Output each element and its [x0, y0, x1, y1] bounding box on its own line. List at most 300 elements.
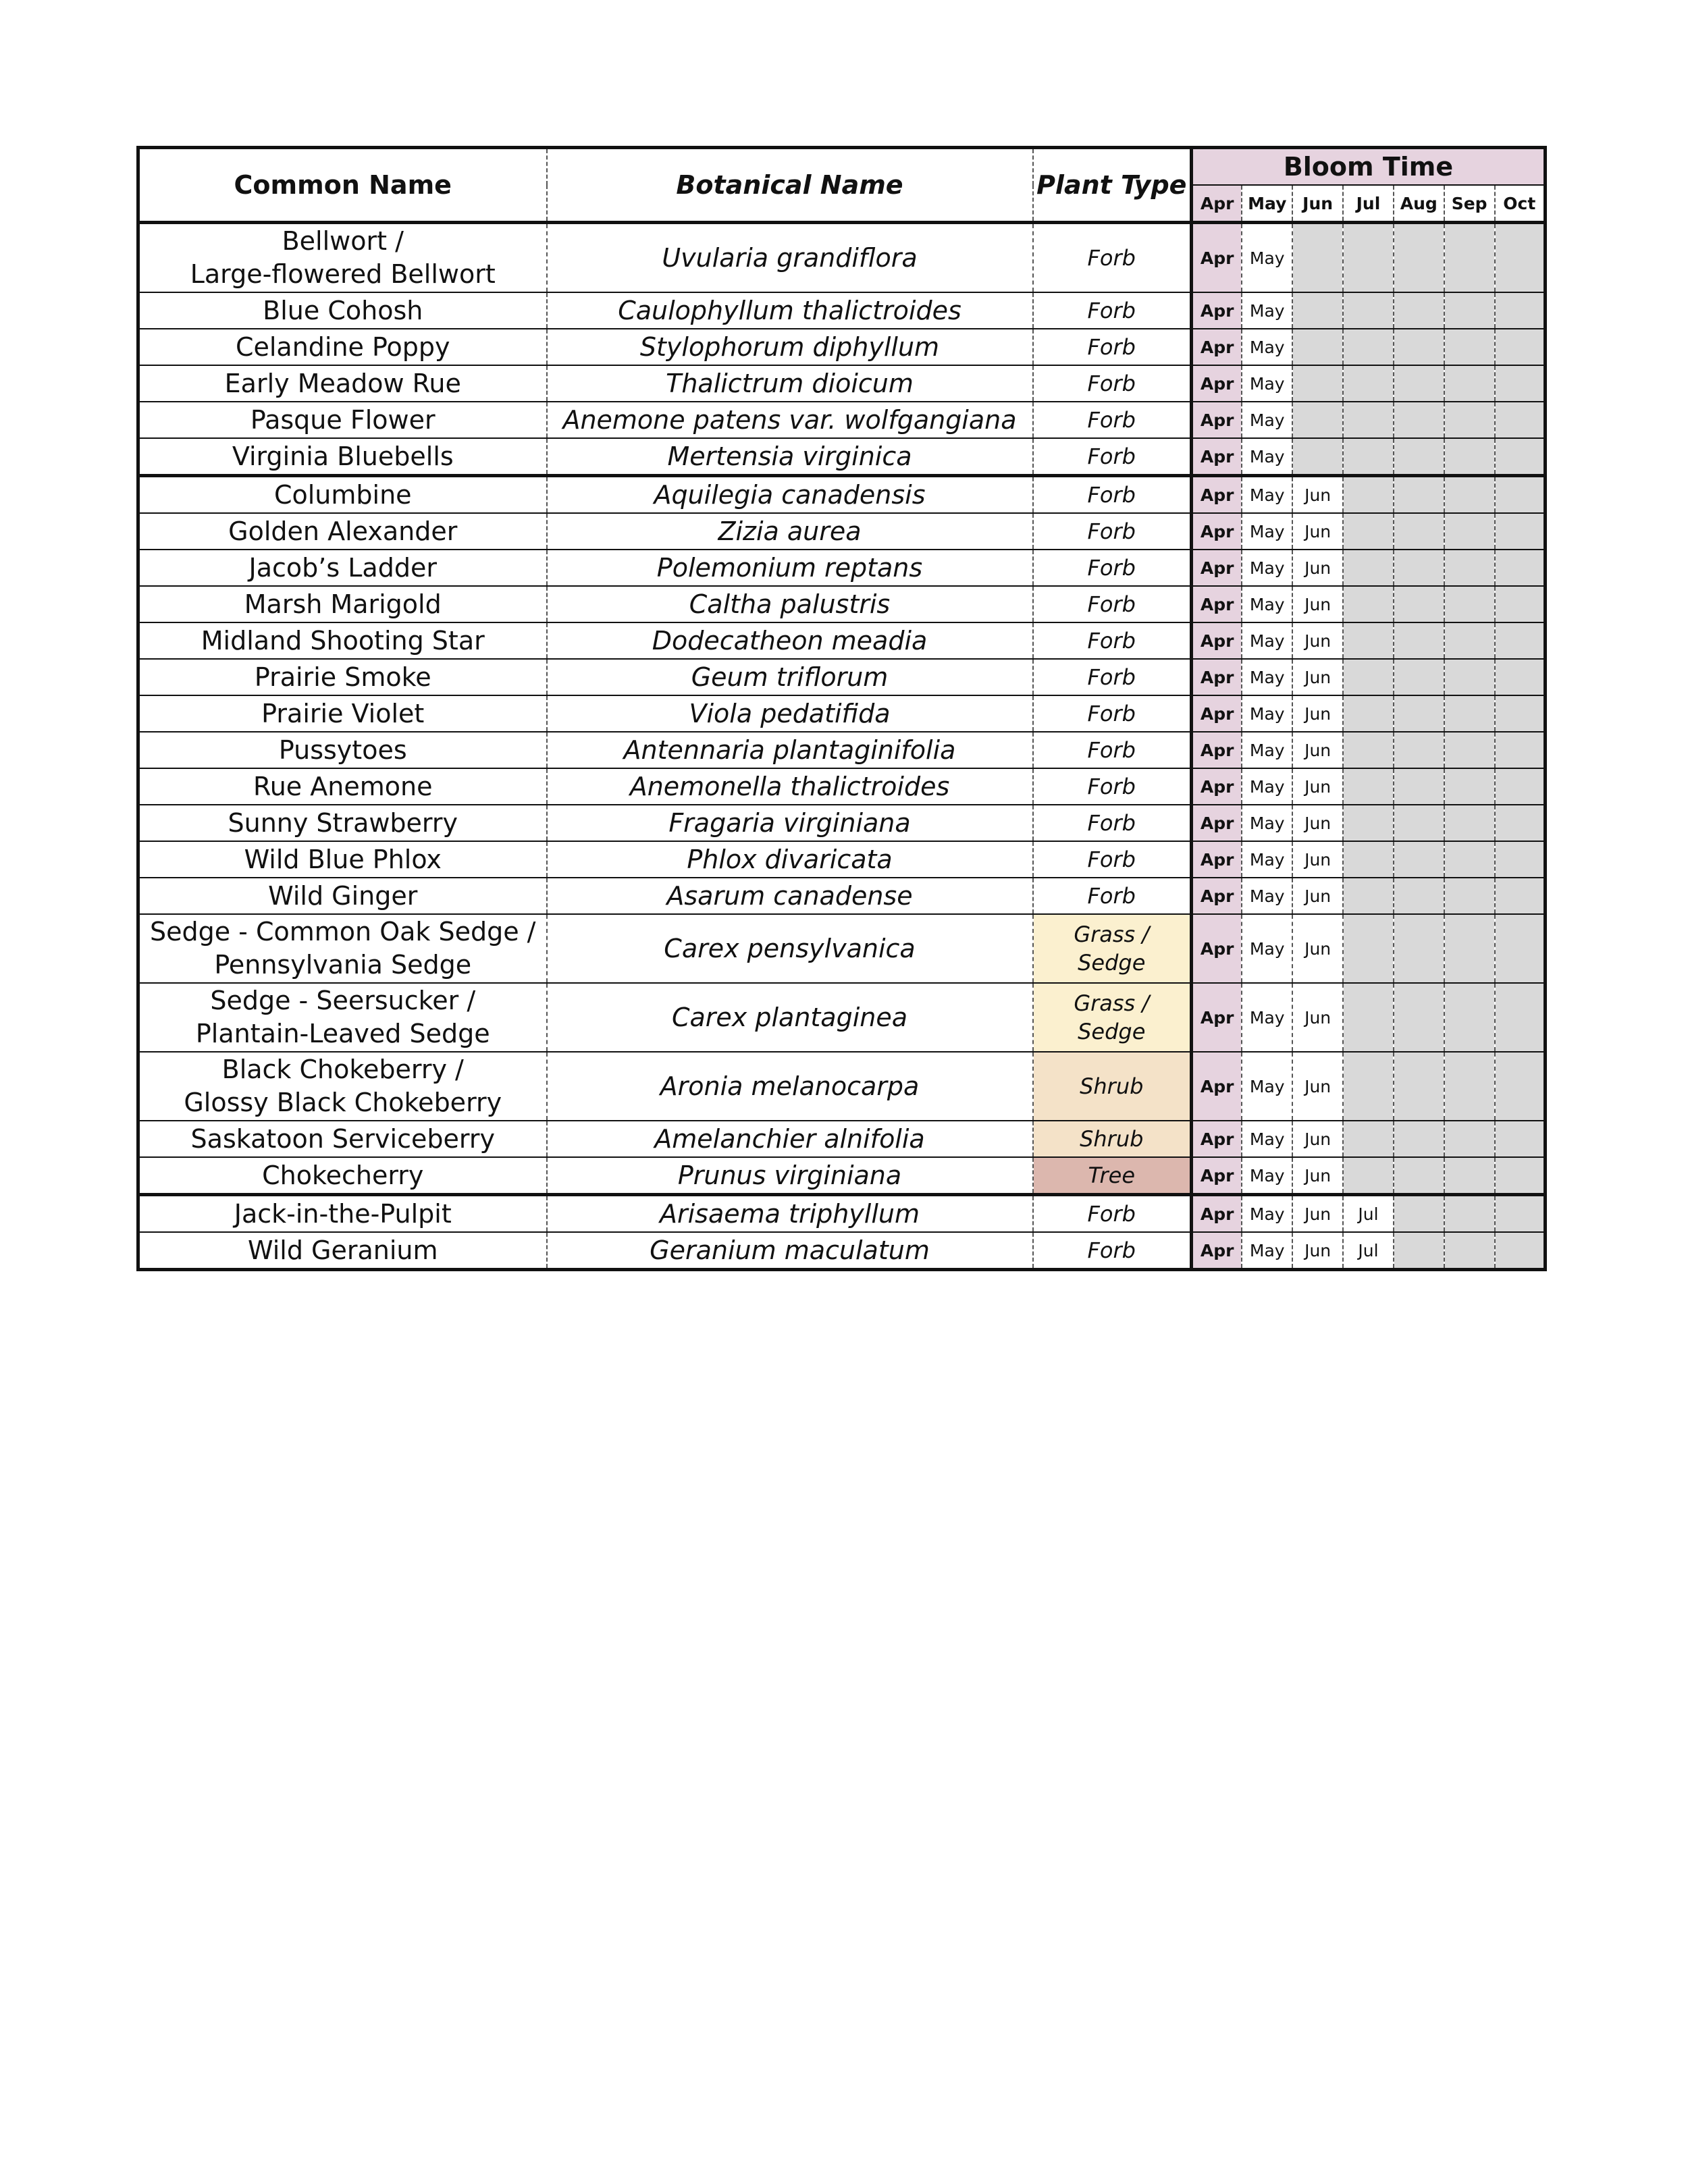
common-name-cell: [138, 768, 547, 805]
plant-type-line: Forb: [1087, 518, 1136, 544]
table-row: [138, 292, 1546, 329]
bloom-cell-apr: Apr: [1192, 1121, 1242, 1157]
bloom-cell-jun: Jun: [1292, 983, 1343, 1052]
plant-type-cell: [1033, 1052, 1192, 1121]
bloom-cell-may: May: [1242, 1157, 1292, 1195]
common-name-cell: [138, 586, 547, 622]
common-name-line: Black Chokeberry /: [221, 1055, 464, 1084]
botanical-name-cell: Carex pensylvanica: [547, 914, 1033, 983]
bloom-cell-empty: [1495, 513, 1546, 550]
bloom-cell-empty: [1394, 292, 1444, 329]
plant-type-cell: [1033, 768, 1192, 805]
plant-type-cell: [1033, 659, 1192, 695]
plant-type-line: Forb: [1087, 334, 1136, 360]
bloom-cell-may: May: [1242, 438, 1292, 476]
bloom-cell-empty: [1495, 586, 1546, 622]
bloom-cell-may: May: [1242, 223, 1292, 293]
bloom-cell-jun: Jun: [1292, 805, 1343, 841]
bloom-cell-may: May: [1242, 878, 1292, 914]
botanical-name-cell: Aquilegia canadensis: [547, 476, 1033, 514]
plant-rows: [138, 223, 1546, 1270]
bloom-cell-empty: [1394, 223, 1444, 293]
bloom-cell-empty: [1495, 292, 1546, 329]
common-name-line: Marsh Marigold: [244, 589, 442, 619]
bloom-cell-may: May: [1242, 695, 1292, 732]
bloom-cell-apr: Apr: [1192, 768, 1242, 805]
common-name-line: Sunny Strawberry: [228, 807, 458, 838]
plant-bloom-table: [136, 146, 1547, 1271]
bloom-cell-jun: Jun: [1292, 586, 1343, 622]
bloom-cell-apr: Apr: [1192, 878, 1242, 914]
bloom-cell-apr: Apr: [1192, 841, 1242, 878]
plant-type-line: Grass /: [1074, 990, 1150, 1016]
plant-type-line: Forb: [1087, 701, 1136, 726]
bloom-cell-empty: [1444, 732, 1495, 768]
botanical-name-cell: Polemonium reptans: [547, 550, 1033, 586]
plant-type-cell: [1033, 878, 1192, 914]
common-name-cell: [138, 1121, 547, 1157]
bloom-cell-apr: Apr: [1192, 695, 1242, 732]
bloom-cell-apr: Apr: [1192, 983, 1242, 1052]
botanical-name-cell: Mertensia virginica: [547, 438, 1033, 476]
bloom-cell-empty: [1394, 1121, 1444, 1157]
bloom-cell-apr: Apr: [1192, 365, 1242, 402]
common-name-line: Prairie Violet: [261, 698, 425, 728]
bloom-cell-empty: [1394, 513, 1444, 550]
plant-type-cell: [1033, 732, 1192, 768]
plant-type-line: Forb: [1087, 591, 1136, 617]
botanical-name-cell: Thalictrum dioicum: [547, 365, 1033, 402]
bloom-cell-apr: Apr: [1192, 329, 1242, 365]
bloom-cell-apr: Apr: [1192, 1195, 1242, 1233]
common-name-line: Chokecherry: [262, 1160, 424, 1190]
bloom-cell-empty: [1444, 1052, 1495, 1121]
bloom-cell-may: May: [1242, 1232, 1292, 1270]
common-name-cell: [138, 841, 547, 878]
bloom-cell-empty: [1444, 438, 1495, 476]
bloom-cell-empty: [1343, 659, 1394, 695]
plant-type-line: Forb: [1087, 245, 1136, 271]
bloom-cell-empty: [1444, 513, 1495, 550]
common-name-line: Glossy Black Chokeberry: [184, 1088, 502, 1117]
plant-type-cell: [1033, 1157, 1192, 1195]
bloom-cell-apr: Apr: [1192, 402, 1242, 438]
common-name-line: Wild Blue Phlox: [244, 844, 442, 874]
plant-type-line: Forb: [1087, 737, 1136, 763]
common-name-cell: [138, 1157, 547, 1195]
common-name-line: Sedge - Seersucker /: [210, 986, 476, 1015]
common-name-line: Wild Ginger: [268, 880, 418, 911]
bloom-cell-empty: [1495, 223, 1546, 293]
common-name-cell: [138, 1195, 547, 1233]
plant-type-line: Forb: [1087, 482, 1136, 508]
bloom-cell-empty: [1394, 622, 1444, 659]
plant-type-cell: [1033, 841, 1192, 878]
bloom-cell-empty: [1495, 402, 1546, 438]
bloom-cell-may: May: [1242, 841, 1292, 878]
bloom-cell-jun: Jun: [1292, 476, 1343, 514]
bloom-cell-empty: [1343, 805, 1394, 841]
header-month-apr: Apr: [1192, 185, 1242, 223]
bloom-cell-empty: [1394, 1195, 1444, 1233]
bloom-cell-jun: Jun: [1292, 1232, 1343, 1270]
bloom-cell-may: May: [1242, 983, 1292, 1052]
common-name-line: Virginia Bluebells: [232, 441, 454, 471]
bloom-cell-jun: Jun: [1292, 768, 1343, 805]
bloom-cell-empty: [1444, 1121, 1495, 1157]
bloom-cell-may: May: [1242, 292, 1292, 329]
bloom-cell-empty: [1394, 914, 1444, 983]
bloom-cell-empty: [1444, 659, 1495, 695]
bloom-cell-empty: [1495, 1195, 1546, 1233]
bloom-cell-empty: [1343, 292, 1394, 329]
table-row: [138, 1157, 1546, 1195]
bloom-cell-may: May: [1242, 476, 1292, 514]
bloom-cell-empty: [1444, 365, 1495, 402]
bloom-cell-empty: [1444, 223, 1495, 293]
bloom-cell-may: May: [1242, 329, 1292, 365]
bloom-cell-empty: [1343, 402, 1394, 438]
plant-type-line: Forb: [1087, 407, 1136, 433]
bloom-cell-empty: [1394, 1052, 1444, 1121]
common-name-cell: [138, 365, 547, 402]
bloom-cell-empty: [1394, 550, 1444, 586]
bloom-cell-may: May: [1242, 550, 1292, 586]
bloom-cell-empty: [1292, 438, 1343, 476]
bloom-cell-empty: [1292, 329, 1343, 365]
common-name-line: Large-flowered Bellwort: [190, 259, 496, 289]
botanical-name-cell: Anemone patens var. wolfgangiana: [547, 402, 1033, 438]
plant-type-cell: [1033, 402, 1192, 438]
common-name-line: Plantain-Leaved Sedge: [195, 1019, 490, 1048]
bloom-cell-empty: [1444, 622, 1495, 659]
bloom-cell-apr: Apr: [1192, 914, 1242, 983]
plant-type-line: Forb: [1087, 664, 1136, 690]
bloom-cell-empty: [1444, 805, 1495, 841]
bloom-cell-empty: [1444, 841, 1495, 878]
bloom-cell-empty: [1343, 586, 1394, 622]
table-row: [138, 586, 1546, 622]
bloom-cell-jun: Jun: [1292, 659, 1343, 695]
table-row: [138, 841, 1546, 878]
table-row: [138, 732, 1546, 768]
plant-type-line: Grass /: [1074, 922, 1150, 947]
table-row: [138, 329, 1546, 365]
table-row: [138, 438, 1546, 476]
plant-type-line: Forb: [1087, 810, 1136, 836]
common-name-line: Early Meadow Rue: [224, 368, 461, 398]
bloom-cell-empty: [1495, 550, 1546, 586]
common-name-line: Midland Shooting Star: [201, 625, 485, 656]
bloom-cell-empty: [1394, 695, 1444, 732]
table-row: [138, 1121, 1546, 1157]
bloom-cell-empty: [1343, 1121, 1394, 1157]
bloom-cell-may: May: [1242, 732, 1292, 768]
table-row: [138, 805, 1546, 841]
bloom-cell-empty: [1343, 1157, 1394, 1195]
plant-type-cell: [1033, 550, 1192, 586]
common-name-cell: [138, 659, 547, 695]
botanical-name-cell: Dodecatheon meadia: [547, 622, 1033, 659]
bloom-cell-empty: [1394, 365, 1444, 402]
plant-type-cell: [1033, 513, 1192, 550]
plant-type-cell: [1033, 329, 1192, 365]
plant-type-cell: [1033, 695, 1192, 732]
bloom-cell-jun: Jun: [1292, 513, 1343, 550]
bloom-cell-empty: [1394, 659, 1444, 695]
table-row: [138, 402, 1546, 438]
common-name-line: Wild Geranium: [247, 1235, 438, 1265]
bloom-cell-empty: [1394, 329, 1444, 365]
bloom-cell-empty: [1495, 438, 1546, 476]
bloom-cell-empty: [1343, 476, 1394, 514]
bloom-cell-empty: [1343, 768, 1394, 805]
plant-type-line: Forb: [1087, 1201, 1136, 1227]
bloom-cell-may: May: [1242, 622, 1292, 659]
plant-type-line: Sedge: [1078, 950, 1146, 976]
header-month-jun: Jun: [1292, 185, 1343, 223]
botanical-name-cell: Amelanchier alnifolia: [547, 1121, 1033, 1157]
plant-type-line: Forb: [1087, 371, 1136, 396]
common-name-cell: [138, 476, 547, 514]
table-row: [138, 1232, 1546, 1270]
header-plant-type: Plant Type: [1033, 148, 1192, 223]
bloom-cell-empty: [1444, 983, 1495, 1052]
table-row: [138, 695, 1546, 732]
bloom-cell-jun: Jun: [1292, 550, 1343, 586]
bloom-cell-empty: [1343, 914, 1394, 983]
plant-type-line: Forb: [1087, 883, 1136, 909]
common-name-cell: [138, 914, 547, 983]
bloom-cell-empty: [1343, 732, 1394, 768]
bloom-cell-apr: Apr: [1192, 1157, 1242, 1195]
bloom-cell-empty: [1495, 695, 1546, 732]
bloom-cell-may: May: [1242, 914, 1292, 983]
bloom-cell-apr: Apr: [1192, 586, 1242, 622]
bloom-cell-may: May: [1242, 402, 1292, 438]
bloom-cell-empty: [1394, 586, 1444, 622]
common-name-cell: [138, 983, 547, 1052]
bloom-cell-apr: Apr: [1192, 550, 1242, 586]
botanical-name-cell: Stylophorum diphyllum: [547, 329, 1033, 365]
plant-type-line: Forb: [1087, 774, 1136, 799]
common-name-line: Pussytoes: [278, 735, 407, 765]
botanical-name-cell: Caulophyllum thalictroides: [547, 292, 1033, 329]
bloom-cell-apr: Apr: [1192, 476, 1242, 514]
bloom-cell-empty: [1444, 550, 1495, 586]
bloom-cell-empty: [1292, 402, 1343, 438]
bloom-cell-empty: [1292, 292, 1343, 329]
header-bloom-time: Bloom Time: [1192, 148, 1546, 186]
botanical-name-cell: Anemonella thalictroides: [547, 768, 1033, 805]
bloom-cell-jun: Jun: [1292, 1195, 1343, 1233]
bloom-cell-empty: [1495, 476, 1546, 514]
bloom-cell-empty: [1444, 476, 1495, 514]
bloom-cell-empty: [1444, 1195, 1495, 1233]
bloom-cell-apr: Apr: [1192, 1052, 1242, 1121]
common-name-line: Jack-in-the-Pulpit: [234, 1198, 452, 1229]
common-name-cell: [138, 622, 547, 659]
bloom-cell-empty: [1444, 695, 1495, 732]
bloom-cell-apr: Apr: [1192, 622, 1242, 659]
plant-type-cell: [1033, 223, 1192, 293]
plant-type-line: Sedge: [1078, 1019, 1146, 1044]
header-month-jul: Jul: [1343, 185, 1394, 223]
bloom-cell-empty: [1394, 732, 1444, 768]
table-row: [138, 550, 1546, 586]
bloom-cell-empty: [1495, 732, 1546, 768]
bloom-cell-may: May: [1242, 1052, 1292, 1121]
bloom-cell-jun: Jun: [1292, 914, 1343, 983]
botanical-name-cell: Geranium maculatum: [547, 1232, 1033, 1270]
bloom-cell-jun: Jun: [1292, 1157, 1343, 1195]
plant-type-cell: [1033, 805, 1192, 841]
common-name-cell: [138, 438, 547, 476]
bloom-cell-empty: [1444, 1232, 1495, 1270]
common-name-cell: [138, 402, 547, 438]
bloom-cell-empty: [1444, 402, 1495, 438]
botanical-name-cell: Fragaria virginiana: [547, 805, 1033, 841]
bloom-cell-may: May: [1242, 365, 1292, 402]
bloom-cell-empty: [1292, 223, 1343, 293]
common-name-line: Sedge - Common Oak Sedge /: [149, 917, 536, 947]
bloom-cell-empty: [1495, 659, 1546, 695]
common-name-cell: [138, 550, 547, 586]
table-row: [138, 513, 1546, 550]
bloom-cell-empty: [1495, 768, 1546, 805]
bloom-cell-empty: [1343, 1052, 1394, 1121]
plant-type-cell: [1033, 914, 1192, 983]
bloom-cell-empty: [1343, 223, 1394, 293]
botanical-name-cell: Prunus virginiana: [547, 1157, 1033, 1195]
plant-type-cell: [1033, 292, 1192, 329]
plant-type-line: Shrub: [1080, 1126, 1144, 1152]
bloom-cell-apr: Apr: [1192, 438, 1242, 476]
bloom-cell-apr: Apr: [1192, 513, 1242, 550]
common-name-cell: [138, 805, 547, 841]
table-row: [138, 914, 1546, 983]
header-month-sep: Sep: [1444, 185, 1495, 223]
plant-type-line: Forb: [1087, 298, 1136, 323]
bloom-cell-jun: Jun: [1292, 1052, 1343, 1121]
bloom-cell-empty: [1394, 1232, 1444, 1270]
plant-type-cell: [1033, 1232, 1192, 1270]
botanical-name-cell: Carex plantaginea: [547, 983, 1033, 1052]
header-month-aug: Aug: [1394, 185, 1444, 223]
header-month-may: May: [1242, 185, 1292, 223]
bloom-cell-may: May: [1242, 1195, 1292, 1233]
common-name-line: Columbine: [273, 479, 412, 510]
plant-type-cell: [1033, 1121, 1192, 1157]
bloom-cell-empty: [1495, 1052, 1546, 1121]
bloom-cell-empty: [1444, 292, 1495, 329]
bloom-cell-empty: [1495, 1157, 1546, 1195]
header-common-name: Common Name: [138, 148, 547, 223]
table-row: [138, 223, 1546, 293]
plant-type-line: Shrub: [1080, 1073, 1144, 1099]
common-name-line: Celandine Poppy: [235, 331, 450, 362]
bloom-cell-jul: Jul: [1343, 1232, 1394, 1270]
bloom-cell-empty: [1394, 438, 1444, 476]
bloom-cell-empty: [1495, 329, 1546, 365]
bloom-cell-empty: [1495, 1232, 1546, 1270]
bloom-cell-empty: [1394, 841, 1444, 878]
table-row: [138, 622, 1546, 659]
bloom-cell-empty: [1495, 983, 1546, 1052]
bloom-cell-jun: Jun: [1292, 841, 1343, 878]
bloom-cell-empty: [1444, 768, 1495, 805]
plant-type-cell: [1033, 365, 1192, 402]
plant-type-line: Forb: [1087, 628, 1136, 654]
bloom-cell-empty: [1444, 878, 1495, 914]
bloom-cell-empty: [1343, 329, 1394, 365]
common-name-cell: [138, 732, 547, 768]
plant-type-line: Tree: [1088, 1163, 1136, 1188]
bloom-cell-empty: [1394, 983, 1444, 1052]
common-name-line: Prairie Smoke: [254, 662, 431, 692]
table-row: [138, 1195, 1546, 1233]
bloom-cell-empty: [1394, 1157, 1444, 1195]
common-name-cell: [138, 1052, 547, 1121]
bloom-cell-empty: [1343, 513, 1394, 550]
bloom-cell-empty: [1444, 914, 1495, 983]
plant-type-cell: [1033, 438, 1192, 476]
bloom-cell-jul: Jul: [1343, 1195, 1394, 1233]
bloom-cell-may: May: [1242, 768, 1292, 805]
botanical-name-cell: Antennaria plantaginifolia: [547, 732, 1033, 768]
bloom-cell-apr: Apr: [1192, 1232, 1242, 1270]
common-name-line: Rue Anemone: [253, 771, 433, 801]
bloom-cell-empty: [1495, 365, 1546, 402]
table-row: [138, 476, 1546, 514]
bloom-cell-jun: Jun: [1292, 1121, 1343, 1157]
common-name-line: Bellwort /: [282, 226, 404, 256]
bloom-cell-empty: [1495, 805, 1546, 841]
botanical-name-cell: Geum triflorum: [547, 659, 1033, 695]
bloom-cell-empty: [1444, 329, 1495, 365]
bloom-cell-empty: [1394, 805, 1444, 841]
common-name-line: Blue Cohosh: [263, 295, 423, 325]
common-name-line: Golden Alexander: [228, 516, 458, 546]
bloom-cell-empty: [1343, 622, 1394, 659]
bloom-cell-empty: [1292, 365, 1343, 402]
botanical-name-cell: Zizia aurea: [547, 513, 1033, 550]
bloom-cell-empty: [1343, 695, 1394, 732]
botanical-name-cell: Phlox divaricata: [547, 841, 1033, 878]
bloom-cell-empty: [1343, 878, 1394, 914]
plant-type-line: Forb: [1087, 847, 1136, 872]
header-month-oct: Oct: [1495, 185, 1546, 223]
botanical-name-cell: Viola pedatifida: [547, 695, 1033, 732]
bloom-cell-jun: Jun: [1292, 695, 1343, 732]
table-row: [138, 659, 1546, 695]
common-name-line: Pasque Flower: [250, 404, 436, 435]
plant-type-cell: [1033, 622, 1192, 659]
table-row: [138, 878, 1546, 914]
bloom-cell-empty: [1444, 1157, 1495, 1195]
bloom-cell-empty: [1495, 914, 1546, 983]
bloom-cell-may: May: [1242, 513, 1292, 550]
bloom-cell-empty: [1444, 586, 1495, 622]
plant-type-line: Forb: [1087, 1237, 1136, 1263]
plant-type-line: Forb: [1087, 444, 1136, 469]
common-name-cell: [138, 695, 547, 732]
bloom-cell-may: May: [1242, 805, 1292, 841]
botanical-name-cell: Arisaema triphyllum: [547, 1195, 1033, 1233]
common-name-line: Jacob’s Ladder: [248, 552, 437, 583]
bloom-cell-jun: Jun: [1292, 622, 1343, 659]
common-name-line: Saskatoon Serviceberry: [190, 1123, 495, 1154]
